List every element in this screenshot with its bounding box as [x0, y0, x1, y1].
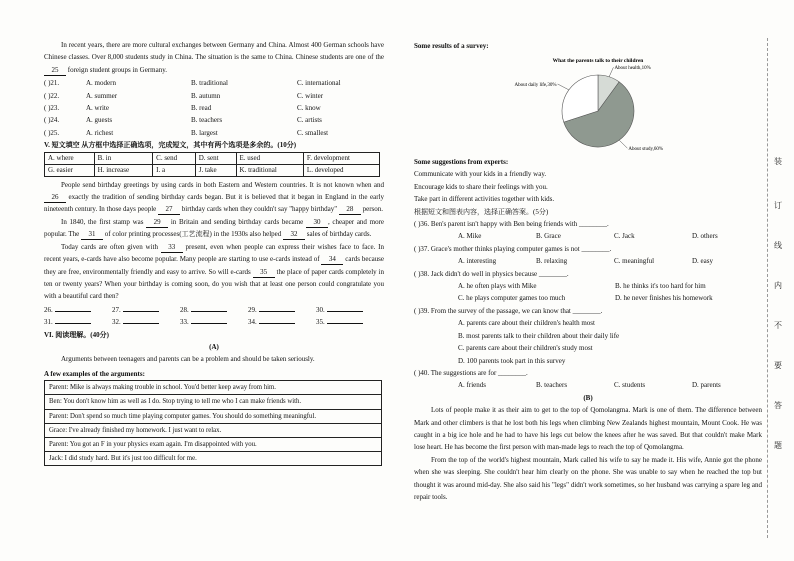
answer-input[interactable] [55, 323, 91, 324]
section-5-title: V. 短文填空 从方框中选择正确选项，完成短文，其中有两个选项是多余的。(10分) [44, 141, 297, 150]
option-row-23: ( )23. A. write B. read C. know [44, 104, 321, 113]
word-bank-cell: C. send [153, 152, 196, 164]
question-38 [414, 268, 762, 305]
word-bank-cell: G. easier [45, 164, 95, 176]
question-39 [414, 305, 762, 367]
word-bank-cell: J. take [195, 164, 236, 176]
answer-input[interactable] [123, 323, 159, 324]
answer-number: 30. [316, 305, 325, 314]
dialog-line: Ben: You don't know him as well as I do. Stop trying to tell me who I can make friends with. [45, 395, 381, 409]
pie-leader-line [609, 67, 613, 77]
answer-option[interactable]: C. Jack [614, 232, 635, 241]
answer-number: 27. [112, 305, 121, 314]
word-bank [44, 152, 380, 177]
part-b-label: (B) [583, 393, 593, 402]
binding-char: 要 [774, 361, 782, 370]
answer-option[interactable]: C. meaningful [614, 257, 655, 266]
answer-option[interactable]: C. he plays computer games too much [458, 294, 566, 303]
answer-option[interactable]: D. easy [692, 257, 713, 266]
option-row-25: ( )25. A. richest B. largest C. smallest [44, 128, 329, 137]
binding-char: 不 [774, 321, 782, 330]
blank-32: 32 [283, 230, 305, 240]
answer-option[interactable]: A. friends [458, 381, 486, 390]
answer-input[interactable] [327, 323, 363, 324]
binding-char: 题 [774, 441, 782, 450]
binding-char: 订 [774, 201, 782, 210]
answer-option[interactable]: D. 100 parents took part in this survey [458, 356, 566, 365]
word-bank-cell: A. where [45, 152, 95, 164]
right-column-lower [414, 156, 762, 503]
question-37 [414, 243, 762, 268]
blank-29: 29 [146, 218, 168, 228]
suggestion-item: Take part in different activities together with kids. [414, 195, 555, 204]
pie-leader-line [558, 84, 569, 90]
pie-leader-line [619, 140, 627, 148]
word-bank-cell: D. sent [195, 152, 236, 164]
chart-title: What the parents talk to their children [552, 58, 644, 64]
question-stem: ( )40. The suggestions are for ________. [414, 368, 528, 377]
question-stem: ( )38. Jack didn't do well in physics because ________. [414, 269, 569, 278]
answer-option[interactable]: B. relaxing [536, 257, 568, 266]
answer-input[interactable] [191, 323, 227, 324]
answer-option[interactable]: D. parents [692, 381, 721, 390]
answer-input[interactable] [327, 311, 363, 312]
binding-margin [767, 38, 788, 538]
answer-option[interactable]: D. he never finishes his homework [615, 294, 713, 303]
cloze-paragraph: In recent years, there are more cultural exchanges between Germany and China. Almost 400 German schools have Chinese classes. Over 8,000 students study in China. The situation is the same to China. Chinese students are one of the 25 foreign student groups in Germany. [44, 41, 384, 74]
dialog-line: Parent: Mike is always making trouble in school. You'd better keep away from him. [45, 381, 381, 395]
word-bank-cell: K. traditional [236, 164, 303, 176]
blank-30: 30 [306, 218, 328, 228]
word-bank-cell: L. developed [303, 164, 379, 176]
answer-option[interactable]: C. parents care about their children's study most [458, 344, 593, 353]
answer-row-1 [44, 304, 384, 316]
blank-31: 31 [81, 230, 103, 240]
answer-option[interactable]: B. teachers [536, 381, 568, 390]
answer-input[interactable] [259, 323, 295, 324]
answer-number: 34. [248, 318, 257, 327]
blank-34: 34 [321, 255, 343, 265]
answer-input[interactable] [123, 311, 159, 312]
answer-option[interactable]: B. he thinks it's too hard for him [615, 282, 706, 291]
option-row-24: ( )24. A. guests B. teachers C. artists [44, 116, 322, 125]
question-stem: ( )39. From the survey of the passage, we can know that ________. [414, 306, 603, 315]
answer-option[interactable]: A. parents care about their children's health most [458, 319, 595, 328]
answer-number: 28. [180, 305, 189, 314]
answer-lines [44, 304, 384, 329]
fill-paragraph-1: People send birthday greetings by using cards in both Eastern and Western countries. It is not known when and 26 exactly the tradition of sending birthday cards began. But it is believed that it began in England in the early nineteenth century. In those days people 27 birthday cards when they couldn't say "happy birthday" 28 person. [44, 180, 384, 214]
fill-paragraph-3: Today cards are often given with 33 present, even when people can express their wishes face to face. In recent years, e-cards have also become popular. Many people are starting to use e-cards instead of 34 cards because they are free, environmentally friendly and easy to arrive. So will e-cards 35 the place of paper cards completely in ten or twenty years? When your birthday is coming soon, do you wish that at least one person could congratulate you with a beautiful card then? [44, 242, 385, 301]
binding-char: 内 [774, 281, 782, 290]
right-column [414, 40, 762, 52]
left-column [44, 39, 384, 466]
word-bank-cell: F. development [303, 152, 379, 164]
answer-number: 26. [44, 305, 53, 314]
cloze-options [44, 77, 384, 139]
pie-label: About study,60% [628, 147, 664, 153]
pie-slices [562, 75, 634, 147]
blank-26: 26 [44, 193, 66, 203]
answer-option[interactable]: B. Grace [536, 232, 561, 241]
question-36 [414, 218, 762, 243]
answer-number: 29. [248, 305, 257, 314]
dialog-line: Parent: You got an F in your physics exam again. I'm disappointed with you. [45, 438, 381, 452]
option-row-22: ( )22. A. summer B. autumn C. winter [44, 91, 324, 100]
answer-row-2 [44, 316, 384, 328]
pie-chart [478, 56, 718, 156]
suggestion-item: Encourage kids to share their feelings with you. [414, 182, 548, 191]
passage-b-paragraph-1: Lots of people make it as their aim to get to the top of Qomolangma. Mark is one of them. The difference between Mark and other climbers is that he lost both his legs when climbing New Zealands highest mountain, Mount Cook. He was caught in a big ice hole and he had to have his legs cut below the knees after he was saved. But that couldn't make Mark lose heart. He has become the first person with man-made legs to reach the top of Qomolangma. [414, 406, 762, 452]
answer-option[interactable]: A. he often plays with Mike [458, 282, 537, 291]
survey-heading: Some results of a survey: [414, 42, 489, 50]
suggestion-item: Communicate with your kids in a friendly way. [414, 170, 547, 179]
blank-33: 33 [161, 243, 183, 253]
answer-option[interactable]: D. others [692, 232, 718, 241]
answer-option[interactable]: C. students [614, 381, 646, 390]
examples-heading: A few examples of the arguments: [44, 369, 145, 378]
passage-b-paragraph-2: From the top of the world's highest mountain, Mark called his wife to say he made it. His wife, Annie got the phone when she was sleeping. She couldn't hear him clearly on the phone. She was unable to say when he reached the top but thought it was around mid-day. She also said his "legs" didn't work sometimes, so her husband was carrying a spare leg and repair tools. [414, 455, 762, 501]
reading-instruction: 根据短文和图表内容，选择正确答案。(5分) [414, 207, 549, 216]
answer-number: 32. [112, 318, 121, 327]
answer-number: 35. [316, 318, 325, 327]
passage-a-intro: Arguments between teenagers and parents can be a problem and should be taken seriously. [61, 355, 315, 364]
question-stem: ( )36. Ben's parent isn't happy with Ben being friends with ________. [414, 220, 609, 229]
fill-paragraph-2: In 1840, the first stamp was 29 in Britain and sending birthday cards became 30 , cheaper and more popular. The 31 of color printing processes(工艺流程) in the 1930s also helped 32 sales of birthday cards. [44, 217, 385, 239]
answer-option[interactable]: A. Mike [458, 232, 482, 241]
answer-option[interactable]: A. interesting [458, 257, 497, 266]
binding-char: 装 [774, 157, 782, 166]
answer-number: 33. [180, 318, 189, 327]
dialog-line: Jack: I did study hard. But it's just too difficult for me. [49, 455, 197, 463]
part-a-label: (A) [209, 342, 219, 351]
section-6-title: VI. 阅读理解。(40分) [44, 330, 109, 339]
binding-char: 线 [774, 241, 782, 250]
option-row-21: ( )21. A. modern B. traditional C. international [44, 79, 341, 88]
answer-option[interactable]: B. most parents talk to their children about their daily life [458, 331, 620, 340]
pie-label: About daily life,30% [514, 82, 557, 88]
word-bank-cell: B. in [94, 152, 153, 164]
question-40 [414, 367, 762, 392]
blank-27: 27 [158, 205, 180, 215]
blank-25: 25 [44, 66, 66, 76]
answer-input[interactable] [259, 311, 295, 312]
dialog-line: Grace: I've already finished my homework. I just want to relax. [45, 424, 381, 438]
question-stem: ( )37. Grace's mother thinks playing computer games is not ________. [414, 244, 612, 253]
dialog-line: Parent: Don't spend so much time playing computer games. You should do something meaningful. [45, 410, 381, 424]
pie-label: About health,10% [614, 66, 651, 72]
word-bank-cell: E. used [236, 152, 303, 164]
dialog-box [44, 380, 382, 466]
word-bank-cell: I. a [153, 164, 196, 176]
word-bank-cell: H. increase [94, 164, 153, 176]
blank-35: 35 [253, 268, 275, 278]
suggestions-heading: Some suggestions from experts: [414, 158, 509, 166]
blank-28: 28 [339, 205, 361, 215]
binding-char: 答 [774, 401, 782, 410]
answer-number: 31. [44, 318, 53, 327]
answer-input[interactable] [55, 311, 91, 312]
answer-input[interactable] [191, 311, 227, 312]
